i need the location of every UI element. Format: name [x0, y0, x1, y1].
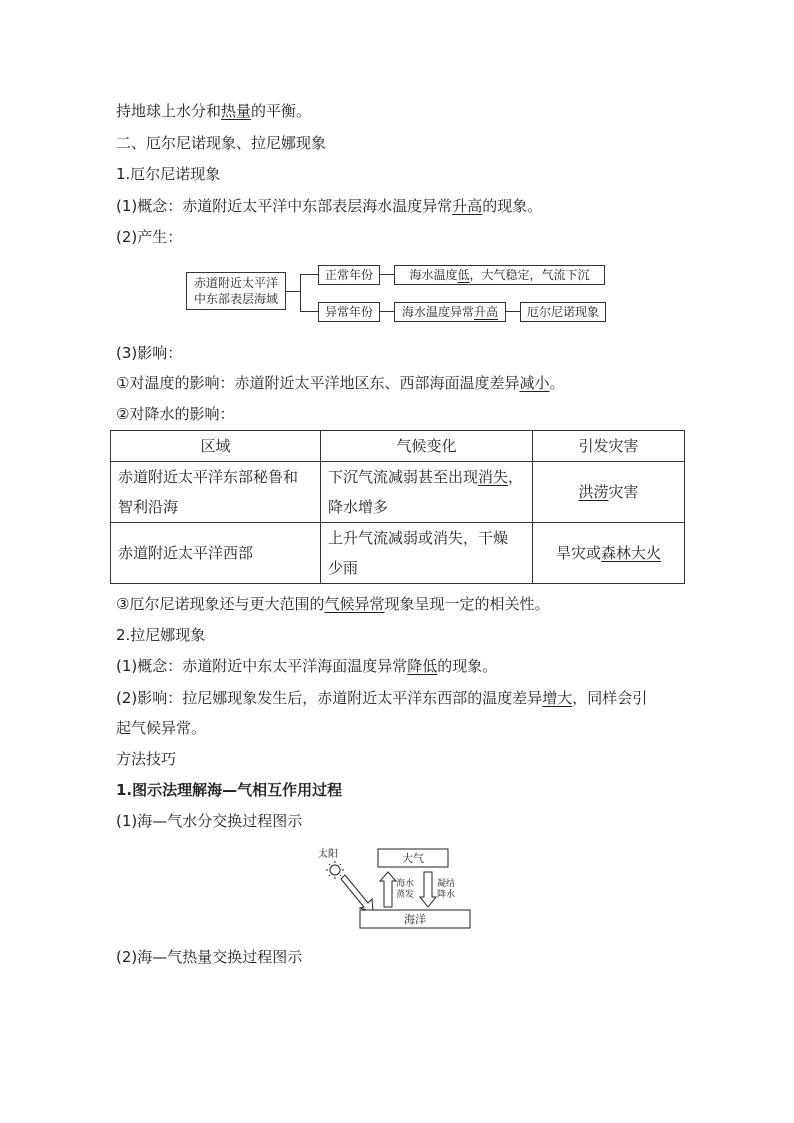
underlined-answer: 气候异常 [324, 595, 385, 613]
sunlight-arrow [341, 875, 373, 912]
header-cell: 引发灾害 [533, 431, 685, 462]
text: ③厄尔尼诺现象还与更大范围的 [116, 595, 325, 613]
text: 的现象。 [437, 657, 498, 675]
subsection-heading [116, 780, 342, 800]
precipitation-label: 降水 [437, 890, 456, 900]
underlined-answer: 降低 [407, 657, 438, 675]
source-box [186, 272, 286, 310]
underlined-answer: 洪涝 [578, 483, 609, 501]
text: 的现象。 [482, 197, 543, 215]
text-line: (3)影响： [116, 344, 183, 362]
underlined-answer: 增大 [542, 689, 573, 707]
evaporation-arrow [380, 872, 396, 907]
abnormal-year-box: 异常年份 [318, 302, 380, 322]
text: 上升气流减弱或消失，干燥 [328, 529, 509, 547]
text: (1)概念：赤道附近太平洋中东部表层海水温度异常 [116, 197, 453, 215]
text: ，同样会引 [572, 689, 648, 707]
underlined-answer: 森林大火 [601, 544, 662, 562]
text: 少雨 [328, 559, 359, 577]
text: 持地球上水分和 [116, 102, 222, 120]
text: (2)影响：拉尼娜现象发生后，赤道附近太平洋东西部的温度差异 [116, 689, 543, 707]
text: 旱灾或 [555, 544, 601, 562]
text-line: (2)海—气热量交换过程图示 [116, 948, 303, 966]
section-heading: 方法技巧 [116, 750, 177, 768]
text-line: ②对降水的影响： [116, 405, 235, 423]
source-line: 赤道附近太平洋 [193, 276, 278, 290]
disaster-cell [533, 462, 685, 523]
normal-year-box: 正常年份 [318, 265, 380, 285]
text: 海水温度异常 [401, 305, 474, 319]
text-line: (2)产生： [116, 228, 183, 246]
underlined-answer: 升高 [452, 197, 483, 215]
text-line [116, 688, 647, 708]
source-line: 中东部表层海域 [193, 292, 278, 306]
table-header-row [111, 431, 685, 462]
region-cell [111, 462, 321, 523]
table-row [111, 523, 685, 584]
el-nino-flow-diagram [186, 262, 616, 326]
precipitation-arrow [420, 872, 436, 907]
underlined-answer: 热量 [221, 102, 252, 120]
table-row [111, 462, 685, 523]
text: 。 [549, 374, 565, 392]
text: (1)概念：赤道附近中东太平洋海面温度异常 [116, 657, 408, 675]
underlined-answer: 消失 [478, 468, 509, 486]
sun-label: 太阳 [318, 849, 338, 860]
normal-result-box [394, 265, 605, 285]
text: 1.图示法理解海—气相互作用过程 [116, 781, 343, 799]
text: 海水温度 [409, 268, 458, 282]
section-heading: 二、厄尔尼诺现象、拉尼娜现象 [116, 134, 327, 152]
abnormal-result-box [394, 302, 506, 322]
evaporation-label: 蒸发 [396, 890, 415, 900]
atmosphere-label: 大气 [402, 852, 424, 865]
underlined-answer: 减小 [519, 374, 550, 392]
connector [380, 274, 394, 275]
change-cell [321, 523, 533, 584]
water-exchange-graphic [318, 845, 478, 935]
text: 现象呈现一定的相关性。 [384, 595, 550, 613]
underlined-answer: 低 [457, 268, 470, 282]
subsection-heading: 1.厄尔尼诺现象 [116, 165, 221, 183]
precipitation-label: 凝结 [437, 879, 456, 889]
text: 灾害 [608, 483, 639, 501]
header-cell: 气候变化 [321, 431, 533, 462]
connector [506, 311, 520, 312]
text: ，大气稳定，气流下沉 [469, 268, 590, 282]
connector [286, 291, 300, 292]
text: 赤道附近太平洋东部秘鲁和 [118, 468, 299, 486]
header-cell: 区域 [111, 431, 321, 462]
precipitation-impact-table [110, 430, 685, 584]
sun-icon [326, 861, 344, 879]
text: 降水增多 [328, 498, 389, 516]
connector [300, 274, 301, 312]
region-cell: 赤道附近太平洋西部 [111, 523, 321, 584]
ocean-label: 海洋 [404, 913, 426, 926]
el-nino-result-box: 厄尔尼诺现象 [520, 302, 606, 322]
text-line [116, 101, 311, 121]
evaporation-label: 海水 [396, 879, 415, 889]
underlined-answer: 升高 [474, 305, 499, 319]
change-cell [321, 462, 533, 523]
text-line [116, 373, 564, 393]
text-line [116, 594, 549, 614]
text: ①对温度的影响：赤道附近太平洋地区东、西部海面温度差异 [116, 374, 520, 392]
text: ， [508, 468, 524, 486]
connector [300, 274, 318, 275]
text-line: (1)海—气水分交换过程图示 [116, 812, 303, 830]
disaster-cell [533, 523, 685, 584]
text: 的平衡。 [251, 102, 312, 120]
subsection-heading: 2.拉尼娜现象 [116, 626, 206, 644]
text-line: 起气候异常。 [116, 719, 207, 737]
text: 下沉气流减弱甚至出现 [328, 468, 479, 486]
water-exchange-diagram [318, 845, 478, 935]
text-line [116, 196, 542, 216]
connector [300, 311, 318, 312]
connector [380, 311, 394, 312]
text: 智利沿海 [118, 498, 179, 516]
text-line [116, 656, 497, 676]
